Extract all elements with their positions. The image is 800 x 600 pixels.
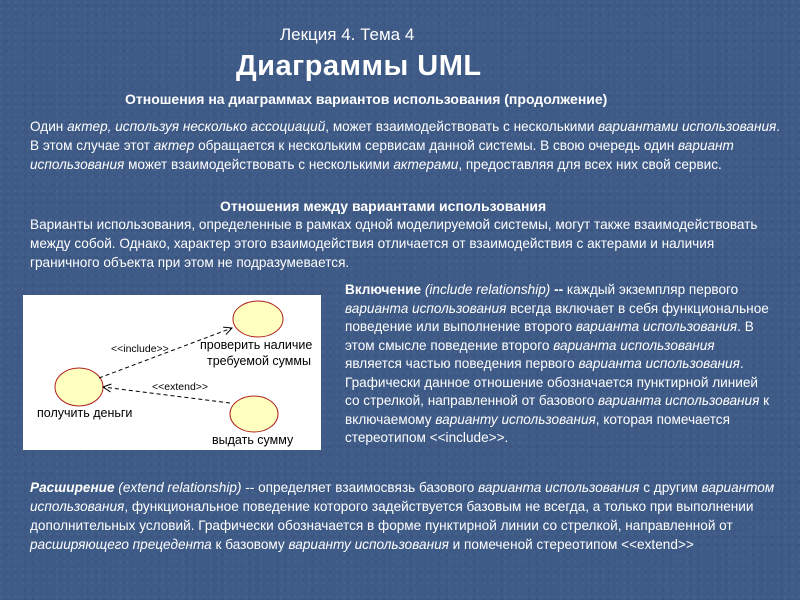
use-case-check-balance-label-line2: требуемой суммы [207,354,311,368]
use-case-dispense [230,396,278,432]
use-case-diagram [23,295,321,450]
slide-title: Диаграммы UML [236,50,482,82]
paragraph-relations: Варианты использования, определенные в рамках одной моделируемой системы, могут также взаимодействовать между собой. Однако, характер этого взаимодействия отличается от взаимодействия с актерами и наличия граничного объекта при этом не подразумевается. [30,217,758,270]
use-case-dispense-label: выдать сумму [212,433,294,447]
use-case-get-money-label: получить деньги [37,406,133,420]
lecture-label: Лекция 4. Тема 4 [280,25,415,44]
slide-subtitle: Отношения на диаграммах вариантов использования (продолжение) [125,91,608,107]
paragraph-extend: Расширение (extend relationship) -- определяет взаимосвязь базового варианта использования с другим вариантом использования, функциональное поведение которого задействуется базовым не всегда, а только при выполнении дополнительных условий. Графически обозначается в форме пунктирной линии со стрелкой, направленной от расширяющего прецедента к базовому варианту использования и помеченой стереотипом <<extend>> [30,480,775,552]
include-stereotype-label: <<include>> [111,343,169,355]
use-case-check-balance [233,301,283,337]
paragraph-actors: Один актер, используя несколько ассоциаций, может взаимодействовать с несколькими вариантами использования. В этом случае этот актер обращается к нескольким сервисам данной системы. В свою очередь один вариант использования может взаимодействовать с несколькими актерами, предоставляя для всех них свой сервис. [30,119,781,172]
relations-heading: Отношения между вариантами использования [220,198,547,214]
extend-stereotype-label: <<extend>> [152,381,209,393]
paragraph-include: Включение (include relationship) -- каждый экземпляр первого варианта использования всегда включает в себя функциональное поведение или выполнение второго варианта использования. В этом смысле поведение второго варианта использования является частью поведения первого варианта использования. Графически данное отношение обозначается пунктирной линией со стрелкой, направленной от базового варианта использования к включаемому варианту использования, которая помечается стереотипом <<include>>. [345,282,770,445]
use-case-check-balance-label-line1: проверить наличие [200,338,313,352]
use-case-get-money [55,368,103,406]
